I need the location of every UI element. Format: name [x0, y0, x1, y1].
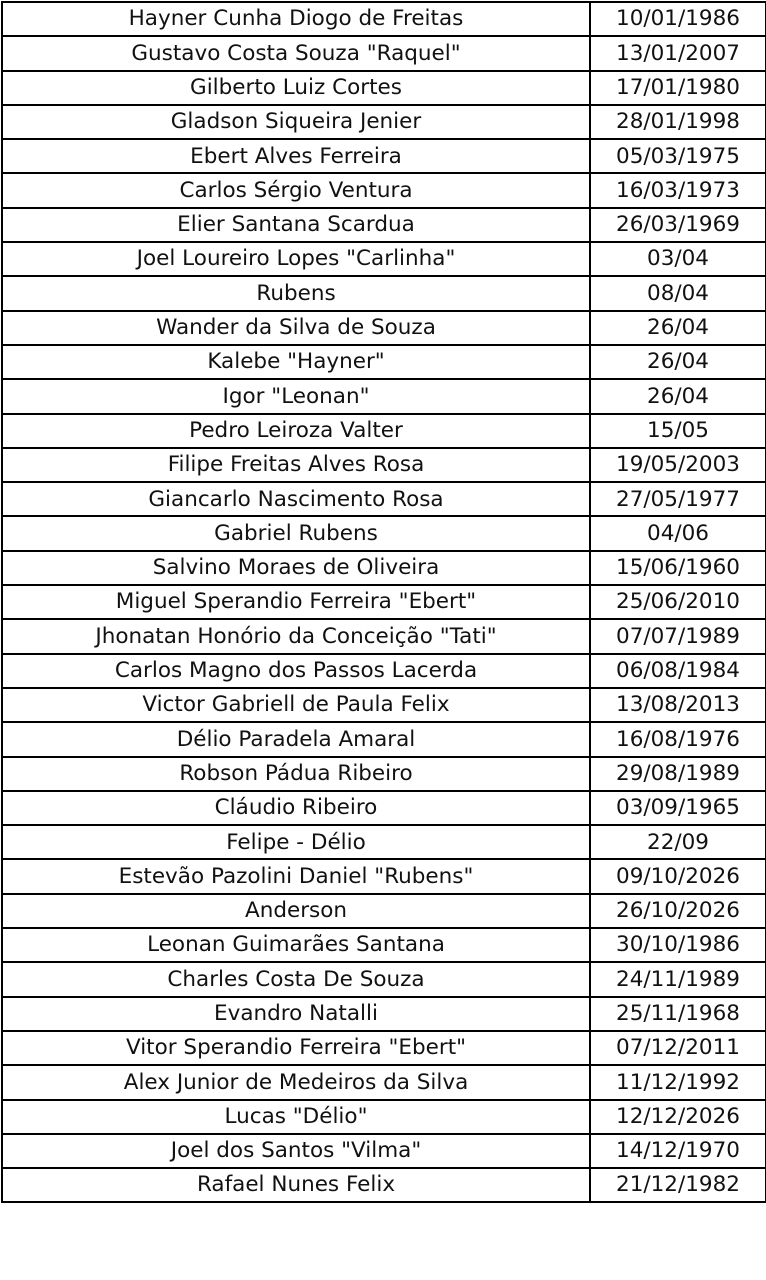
table-row	[2, 2, 766, 36]
date-cell: 11/12/1992	[590, 1065, 766, 1099]
date-cell: 25/06/2010	[590, 585, 766, 619]
name-cell: Salvino Moraes de Oliveira	[2, 551, 590, 585]
birthday-table-body	[2, 2, 766, 1202]
name-cell: Cláudio Ribeiro	[2, 791, 590, 825]
date-cell: 16/08/1976	[590, 722, 766, 756]
table-row	[2, 654, 766, 688]
name-cell: Délio Paradela Amaral	[2, 722, 590, 756]
date-cell: 28/01/1998	[590, 105, 766, 139]
name-cell: Leonan Guimarães Santana	[2, 928, 590, 962]
date-cell: 05/03/1975	[590, 139, 766, 173]
name-cell: Carlos Sérgio Ventura	[2, 173, 590, 207]
name-cell: Estevão Pazolini Daniel "Rubens"	[2, 859, 590, 893]
name-cell: Igor "Leonan"	[2, 379, 590, 413]
table-row	[2, 379, 766, 413]
name-cell: Gustavo Costa Souza "Raquel"	[2, 36, 590, 70]
name-cell: Victor Gabriell de Paula Felix	[2, 688, 590, 722]
table-row	[2, 139, 766, 173]
name-cell: Rubens	[2, 276, 590, 310]
table-row	[2, 345, 766, 379]
date-cell: 08/04	[590, 276, 766, 310]
name-cell: Wander da Silva de Souza	[2, 311, 590, 345]
date-cell: 27/05/1977	[590, 482, 766, 516]
table-row	[2, 962, 766, 996]
name-cell: Giancarlo Nascimento Rosa	[2, 482, 590, 516]
name-cell: Vitor Sperandio Ferreira "Ebert"	[2, 1031, 590, 1065]
table-row	[2, 1134, 766, 1168]
date-cell: 12/12/2026	[590, 1100, 766, 1134]
date-cell: 06/08/1984	[590, 654, 766, 688]
name-cell: Carlos Magno dos Passos Lacerda	[2, 654, 590, 688]
date-cell: 04/06	[590, 516, 766, 550]
date-cell: 25/11/1968	[590, 997, 766, 1031]
table-row	[2, 757, 766, 791]
table-row	[2, 276, 766, 310]
date-cell: 29/08/1989	[590, 757, 766, 791]
date-cell: 15/06/1960	[590, 551, 766, 585]
name-cell: Evandro Natalli	[2, 997, 590, 1031]
table-row	[2, 1168, 766, 1202]
name-cell: Gladson Siqueira Jenier	[2, 105, 590, 139]
table-row	[2, 105, 766, 139]
date-cell: 24/11/1989	[590, 962, 766, 996]
table-row	[2, 619, 766, 653]
name-cell: Ebert Alves Ferreira	[2, 139, 590, 173]
date-cell: 15/05	[590, 414, 766, 448]
table-row	[2, 311, 766, 345]
name-cell: Miguel Sperandio Ferreira "Ebert"	[2, 585, 590, 619]
table-row	[2, 173, 766, 207]
date-cell: 03/09/1965	[590, 791, 766, 825]
table-row	[2, 791, 766, 825]
name-cell: Anderson	[2, 894, 590, 928]
date-cell: 13/01/2007	[590, 36, 766, 70]
date-cell: 21/12/1982	[590, 1168, 766, 1202]
table-row	[2, 859, 766, 893]
date-cell: 26/04	[590, 379, 766, 413]
table-row	[2, 208, 766, 242]
table-row	[2, 414, 766, 448]
name-cell: Hayner Cunha Diogo de Freitas	[2, 2, 590, 36]
date-cell: 19/05/2003	[590, 448, 766, 482]
name-cell: Rafael Nunes Felix	[2, 1168, 590, 1202]
table-row	[2, 516, 766, 550]
name-cell: Elier Santana Scardua	[2, 208, 590, 242]
table-row	[2, 928, 766, 962]
birthday-table	[1, 1, 766, 1203]
name-cell: Robson Pádua Ribeiro	[2, 757, 590, 791]
date-cell: 03/04	[590, 242, 766, 276]
name-cell: Jhonatan Honório da Conceição "Tati"	[2, 619, 590, 653]
name-cell: Joel dos Santos "Vilma"	[2, 1134, 590, 1168]
date-cell: 07/07/1989	[590, 619, 766, 653]
table-row	[2, 551, 766, 585]
date-cell: 26/03/1969	[590, 208, 766, 242]
table-row	[2, 688, 766, 722]
date-cell: 14/12/1970	[590, 1134, 766, 1168]
table-row	[2, 722, 766, 756]
table-row	[2, 1031, 766, 1065]
name-cell: Felipe - Délio	[2, 825, 590, 859]
date-cell: 26/10/2026	[590, 894, 766, 928]
date-cell: 17/01/1980	[590, 71, 766, 105]
table-row	[2, 36, 766, 70]
name-cell: Pedro Leiroza Valter	[2, 414, 590, 448]
name-cell: Alex Junior de Medeiros da Silva	[2, 1065, 590, 1099]
name-cell: Gilberto Luiz Cortes	[2, 71, 590, 105]
date-cell: 09/10/2026	[590, 859, 766, 893]
name-cell: Gabriel Rubens	[2, 516, 590, 550]
table-row	[2, 1065, 766, 1099]
name-cell: Kalebe "Hayner"	[2, 345, 590, 379]
name-cell: Charles Costa De Souza	[2, 962, 590, 996]
table-row	[2, 71, 766, 105]
date-cell: 10/01/1986	[590, 2, 766, 36]
date-cell: 07/12/2011	[590, 1031, 766, 1065]
date-cell: 13/08/2013	[590, 688, 766, 722]
table-row	[2, 894, 766, 928]
table-row	[2, 997, 766, 1031]
date-cell: 30/10/1986	[590, 928, 766, 962]
date-cell: 16/03/1973	[590, 173, 766, 207]
date-cell: 26/04	[590, 311, 766, 345]
table-row	[2, 448, 766, 482]
table-row	[2, 1100, 766, 1134]
table-row	[2, 482, 766, 516]
date-cell: 22/09	[590, 825, 766, 859]
name-cell: Joel Loureiro Lopes "Carlinha"	[2, 242, 590, 276]
table-row	[2, 242, 766, 276]
table-row	[2, 825, 766, 859]
name-cell: Filipe Freitas Alves Rosa	[2, 448, 590, 482]
date-cell: 26/04	[590, 345, 766, 379]
table-row	[2, 585, 766, 619]
name-cell: Lucas "Délio"	[2, 1100, 590, 1134]
